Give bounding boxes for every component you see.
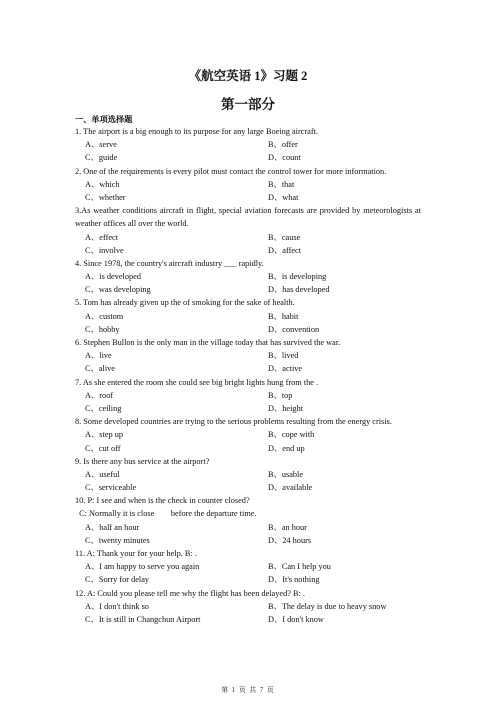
option-d: D、what — [268, 192, 299, 202]
option-d: D、available — [268, 483, 313, 493]
option-a: A、serve — [85, 140, 117, 150]
option-b: B、offer — [268, 140, 298, 150]
option-c: C、cut off — [85, 443, 121, 453]
question-text: 4. Since 1978, the country's aircraft industry ___ rapidly. — [75, 258, 264, 268]
question-11 — [75, 547, 421, 587]
option-b: B、top — [268, 390, 293, 400]
question-text: 8. Some developed countries are trying to the serious problems resulting from the energy crisis. — [75, 417, 392, 427]
question-text: 6. Stephen Bullon is the only man in the village today that has survived the war. — [75, 338, 341, 348]
option-a: A、half an hour — [85, 522, 140, 532]
question-text: 11. A: Thank your for your help. B: . — [75, 549, 197, 559]
option-c: C、serviceable — [85, 483, 137, 493]
option-a: A、useful — [85, 469, 120, 479]
option-c: C、guide — [85, 153, 118, 163]
question-text-line2: C: Normally it is close before the departure time. — [75, 509, 257, 519]
option-b: B、habit — [268, 311, 299, 321]
question-12 — [75, 587, 421, 627]
question-text: 12. A: Could you please tell me why the flight has been delayed? B: . — [75, 588, 305, 598]
page-footer: 第 1 页 共 7 页 — [221, 687, 275, 694]
question-3 — [75, 204, 421, 257]
option-a: A、step up — [85, 430, 124, 440]
question-text: 5. Tom has already given up the of smoking for the sake of health. — [75, 298, 295, 308]
question-10 — [75, 494, 421, 547]
option-b: B、cope with — [268, 430, 315, 440]
question-text: 10. P: I see and when is the check in counter closed? — [75, 496, 250, 506]
option-a: A、is developed — [85, 272, 141, 282]
option-d: D、I don't know — [268, 614, 324, 624]
option-c: C、was developing — [85, 285, 151, 295]
part-heading: 第一部分 — [221, 97, 275, 112]
option-b: B、usable — [268, 469, 304, 479]
option-d: D、active — [268, 364, 303, 374]
question-text: 2. One of the requirements is every pilot must contact the control tower for more information. — [75, 166, 387, 176]
option-d: D、height — [268, 403, 304, 413]
option-d: D、count — [268, 153, 301, 163]
option-a: A、custom — [85, 311, 124, 321]
option-b: B、that — [268, 179, 295, 189]
option-c: C、involve — [85, 245, 124, 255]
question-9 — [75, 455, 421, 495]
option-a: A、live — [85, 351, 112, 361]
question-8 — [75, 415, 421, 455]
option-a: A、effect — [85, 232, 119, 242]
option-c: C、alive — [85, 364, 115, 374]
question-6 — [75, 336, 421, 376]
option-c: C、hobby — [85, 324, 120, 334]
question-text: 7. As she entered the room she could see big bright lights hung from the . — [75, 377, 319, 387]
option-c: C、twenty minutes — [85, 535, 150, 545]
question-7 — [75, 376, 421, 416]
question-1 — [75, 125, 421, 165]
question-5 — [75, 296, 421, 336]
option-a: A、I don't think so — [85, 601, 149, 611]
page-title: 《航空英语 1》习题 2 — [188, 69, 308, 83]
option-a: A、roof — [85, 390, 114, 400]
option-b: B、The delay is due to heavy snow — [268, 601, 387, 611]
option-c: C、whether — [85, 192, 126, 202]
option-d: D、convention — [268, 324, 320, 334]
option-b: B、lived — [268, 351, 299, 361]
question-2 — [75, 165, 421, 205]
option-b: B、Can I help you — [268, 562, 331, 572]
question-text: 9. Is there any bus service at the airport? — [75, 456, 210, 466]
question-4 — [75, 257, 421, 297]
question-list — [75, 125, 421, 626]
option-c: C、Sorry for delay — [85, 575, 150, 585]
option-d: D、end up — [268, 443, 305, 453]
question-text: 3.As weather conditions aircraft in flight, special aviation forecasts are provided by meteorologists at weather offices all over the world. — [75, 206, 421, 229]
option-b: B、an hour — [268, 522, 307, 532]
section-heading: 一、单项选择题 — [75, 115, 133, 124]
option-d: D、24 hours — [268, 535, 312, 545]
option-d: D、It's nothing — [268, 575, 320, 585]
option-a: A、which — [85, 179, 120, 189]
option-d: D、affect — [268, 245, 302, 255]
option-c: C、ceiling — [85, 403, 122, 413]
option-c: C、It is still in Changchun Airport — [85, 614, 201, 624]
option-b: B、cause — [268, 232, 301, 242]
option-b: B、is developing — [268, 272, 327, 282]
option-a: A、I am happy to serve you again — [85, 562, 200, 572]
option-d: D、has developed — [268, 285, 330, 295]
question-text: 1. The airport is a big enough to its purpose for any large Boeing aircraft. — [75, 127, 319, 136]
